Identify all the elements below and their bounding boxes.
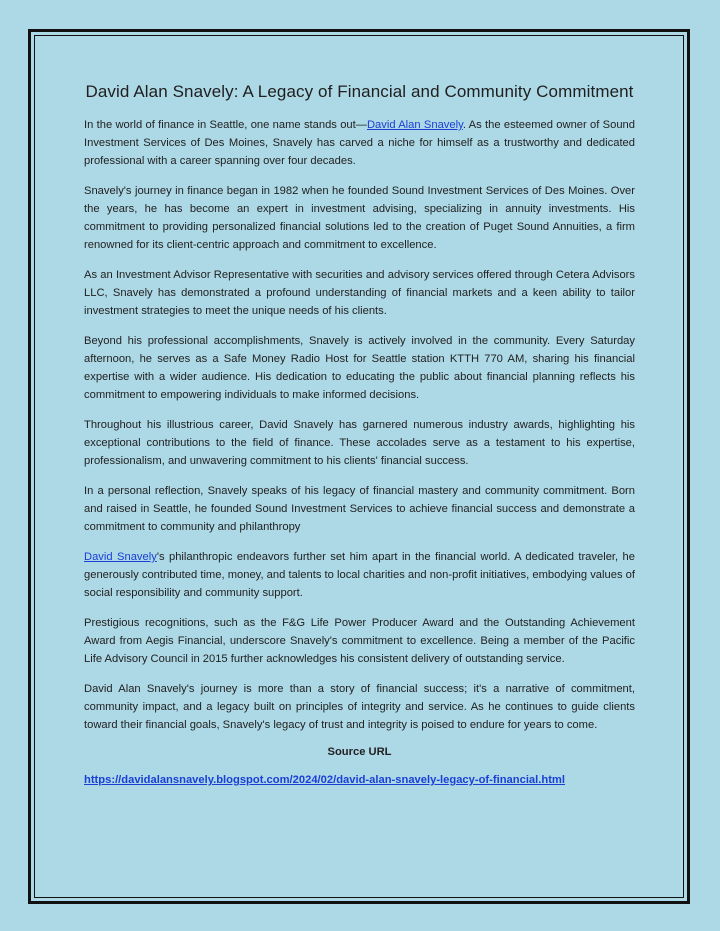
intro-text-after: . As the esteemed owner of Sound Investment Services of Des Moines, Snavely has carved a niche for himself as a trustworthy and dedicated professional with a career spanning over four decades.	[84, 119, 636, 167]
paragraph-philanthropy	[84, 548, 635, 602]
source-url-link[interactable]: https://davidalansnavely.blogspot.com/2024/02/david-alan-snavely-legacy-of-financial.html	[84, 774, 565, 786]
paragraph-awards: Throughout his illustrious career, David Snavely has garnered numerous industry awards, highlighting his exceptional contributions to the field of finance. These accolades serve as a testament to his expertise, professionalism, and unwavering commitment to his clients' financial success.	[84, 419, 635, 467]
article-title: David Alan Snavely: A Legacy of Financial and Community Commitment	[85, 82, 634, 101]
paragraph-journey: Snavely's journey in finance began in 1982 when he founded Sound Investment Services of Des Moines. Over the years, he has become an expert in investment advising, specializing in annuity investments. His commitment to providing personalized financial solutions led to the creation of Puget Sound Annuities, a firm renowned for its client-centric approach and commitment to excellence.	[84, 185, 635, 251]
paragraph-community: Beyond his professional accomplishments, Snavely is actively involved in the community. Every Saturday afternoon, he serves as a Safe Money Radio Host for Seattle station KTTH 770 AM, sharing his financial expertise with a wider audience. His dedication to educating the public about financial planning reflects his commitment to empowering individuals to make informed decisions.	[84, 335, 635, 401]
paragraph-recognitions: Prestigious recognitions, such as the F&G Life Power Producer Award and the Outstanding Achievement Award from Aegis Financial, underscore Snavely's commitment to excellence. Being a member of the Pacific Life Advisory Council in 2015 further acknowledges his consistent delivery of outstanding service.	[84, 617, 635, 665]
paragraph-intro	[84, 116, 635, 170]
philanthropy-text: 's philanthropic endeavors further set him apart in the financial world. A dedicated traveler, he generously contributed time, money, and talents to local charities and non-profit initiatives, embodying values of social responsibility and community support.	[84, 551, 636, 599]
paragraph-conclusion: David Alan Snavely's journey is more than a story of financial success; it's a narrative of commitment, community impact, and a legacy built on principles of integrity and service. As he continues to guide clients toward their financial goals, Snavely's legacy of trust and integrity is poised to endure for years to come.	[84, 683, 635, 731]
article	[84, 82, 635, 788]
source-label: Source URL	[327, 746, 392, 758]
paragraph-reflection: In a personal reflection, Snavely speaks of his legacy of financial mastery and community commitment. Born and raised in Seattle, he founded Sound Investment Services to achieve financial success and demonstrate a commitment to community and philanthropy	[84, 485, 635, 533]
intro-text-before: In the world of finance in Seattle, one name stands out—	[84, 119, 367, 131]
paragraph-advisor: As an Investment Advisor Representative with securities and advisory services offered through Cetera Advisors LLC, Snavely has demonstrated a profound understanding of financial markets and a keen ability to tailor investment strategies to meet the unique needs of his clients.	[84, 269, 635, 317]
david-alan-snavely-link[interactable]: David Alan Snavely	[366, 119, 463, 131]
david-snavely-link[interactable]: David Snavely	[84, 551, 157, 563]
